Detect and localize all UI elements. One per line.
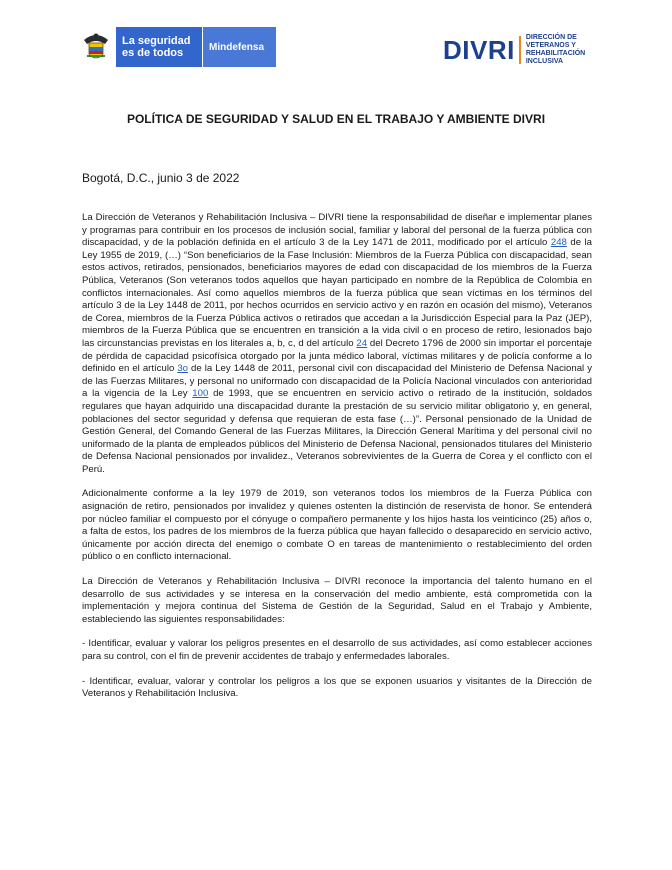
- link-article-248[interactable]: 248: [550, 237, 567, 249]
- paragraph-veterans: Adicionalmente conforme a la ley 1979 de 2019, son veteranos todos los miembros de la Fuerza Pública con asignación de retiro, pensionados por invalidez y quienes ostenten la distinción de reservista de honor. Se entenderá por núcleo familiar el compuesto por el cónyuge o compañero permanente y los hijos hasta los veinticinco (25) años o, a falta de estos, los padres de los miembros de la fuerza pública que hayan fallecido o desaparecido en servicio activo, únicamente por acción directa del enemigo o combate O en tareas de mantenimiento o restablecimiento del orden público o en conflicto internacional.: [82, 488, 592, 563]
- divri-full-name: DIRECCIÓN DE VETERANOS Y REHABILITACIÓN INCLUSIVA: [525, 34, 586, 65]
- document-date: Bogotá, D.C., junio 3 de 2022: [82, 171, 240, 185]
- document-body: [82, 212, 592, 713]
- responsibility-item: - Identificar, evaluar y valorar los peligros presentes en el desarrollo de sus actividades, así como establecer acciones para su control, con el fin de prevenir accidentes de trabajo y enfermedades laborales.: [82, 638, 592, 662]
- p1-text-a: La Dirección de Veteranos y Rehabilitación Inclusiva – DIVRI tiene la responsabilidad de diseñar e implementar planes y programas para contribuir en los procesos de inclusión social, familiar y laboral del personal de la fuerza pública con discapacidad, y de la población definida en el artículo 3 de la Ley 1471 de 2011, modificado por el artículo: [82, 212, 592, 249]
- divri-wordmark: DIVRI: [443, 35, 515, 65]
- link-article-3o[interactable]: 3o: [177, 363, 188, 375]
- page-header: [0, 0, 672, 80]
- p1-text-c: del Decreto 1796 de 2000 sin importar el porcentaje de pérdida de capacidad psicofísica otorgado por la junta médico laboral, víctimas militares y de policía conforme a lo definido en el artículo: [82, 337, 592, 375]
- paragraph-commitment: La Dirección de Veteranos y Rehabilitación Inclusiva – DIVRI reconoce la importancia del talento humano en el desarrollo de sus actividades y se interesa en la conservación del medio ambiente, está comprometida con la implementación y mejora continua del Sistema de Gestión de la Seguridad, Salud en el Trabajo y Ambiente, estableciendo las siguientes responsabilidades:: [82, 576, 592, 625]
- gov-slogan-line1: La seguridad: [122, 35, 191, 47]
- ministry-name: Mindefensa: [203, 27, 276, 67]
- link-article-24[interactable]: 24: [356, 337, 368, 349]
- divri-accent-bar: [519, 36, 521, 64]
- gov-banner-logo: [76, 27, 276, 67]
- gov-slogan-line2: es de todos: [122, 47, 184, 59]
- p1-text-e: de 1993, que se encuentren en servicio activo o retirado de la institución, soldados regulares que hayan adquirido una discapacidad durante la prestación de su servicio militar obligatorio y, en general, poblaciones del sector seguridad y defensa que requieran de esta fase (…)”. Personal pensionado de la Unidad de Gestión General, del Comando General de las Fuerzas Militares, la Dirección General Marítima y del personal civil no uniformado de la planta de empleados públicos del Ministerio de Defensa Nacional, pensionados titulares del Ministerio de Defensa Nacional pensionados por invalidez., Veteranos sobrevivientes de la Guerra de Corea y el conflicto con el Perú.: [82, 388, 592, 475]
- link-law-100[interactable]: 100: [192, 388, 209, 400]
- gov-slogan: [116, 27, 202, 67]
- p1-text-b: de la Ley 1955 de 2019, (…) “Son beneficiarios de la Fase Inclusión: Miembros de la Fuerza Pública con discapacidad, sean estos activos, retirados, pensionados, beneficiarios mayores de edad con discapacidad de los miembros de la Fuerza Pública, Veteranos (Son veteranos todos aquellos que hayan participado en nombre de la República de Colombia en conflictos internacionales. Así como aquellos miembros de la fuerza pública que sean víctimas en los términos del artículo 3 de la Ley 1448 de 2011, por hechos ocurridos en servicio activo y en razón en ocasión del mismo), Veteranos de Corea, miembros de la Fuerza Pública activos o retirados que accedan a la Jurisdicción Especial para la Paz (JEP), miembros de la Fuerza Pública que se encuentren en transición a la vida civil o en proceso de retiro, lesionados bajo las circunstancias previstas en los literales a, b, c, d del artículo: [82, 237, 592, 349]
- page-title: POLÍTICA DE SEGURIDAD Y SALUD EN EL TRABAJO Y AMBIENTE DIVRI: [126, 112, 546, 126]
- p1-text-d: de la Ley 1448 de 2011, personal civil con discapacidad del Ministerio de Defensa Nacional y de las Fuerzas Militares, y personal no uniformado con discapacidad de la Policía Nacional vinculados con anterioridad a la vigencia de la Ley: [82, 363, 592, 400]
- coat-of-arms-icon: [76, 27, 116, 67]
- responsibility-item: - Identificar, evaluar, valorar y controlar los peligros a los que se exponen usuarios y visitantes de la Dirección de Veteranos y Rehabilitación Inclusiva.: [82, 675, 592, 700]
- divri-logo: [443, 33, 596, 67]
- paragraph-beneficiaries: [82, 212, 592, 476]
